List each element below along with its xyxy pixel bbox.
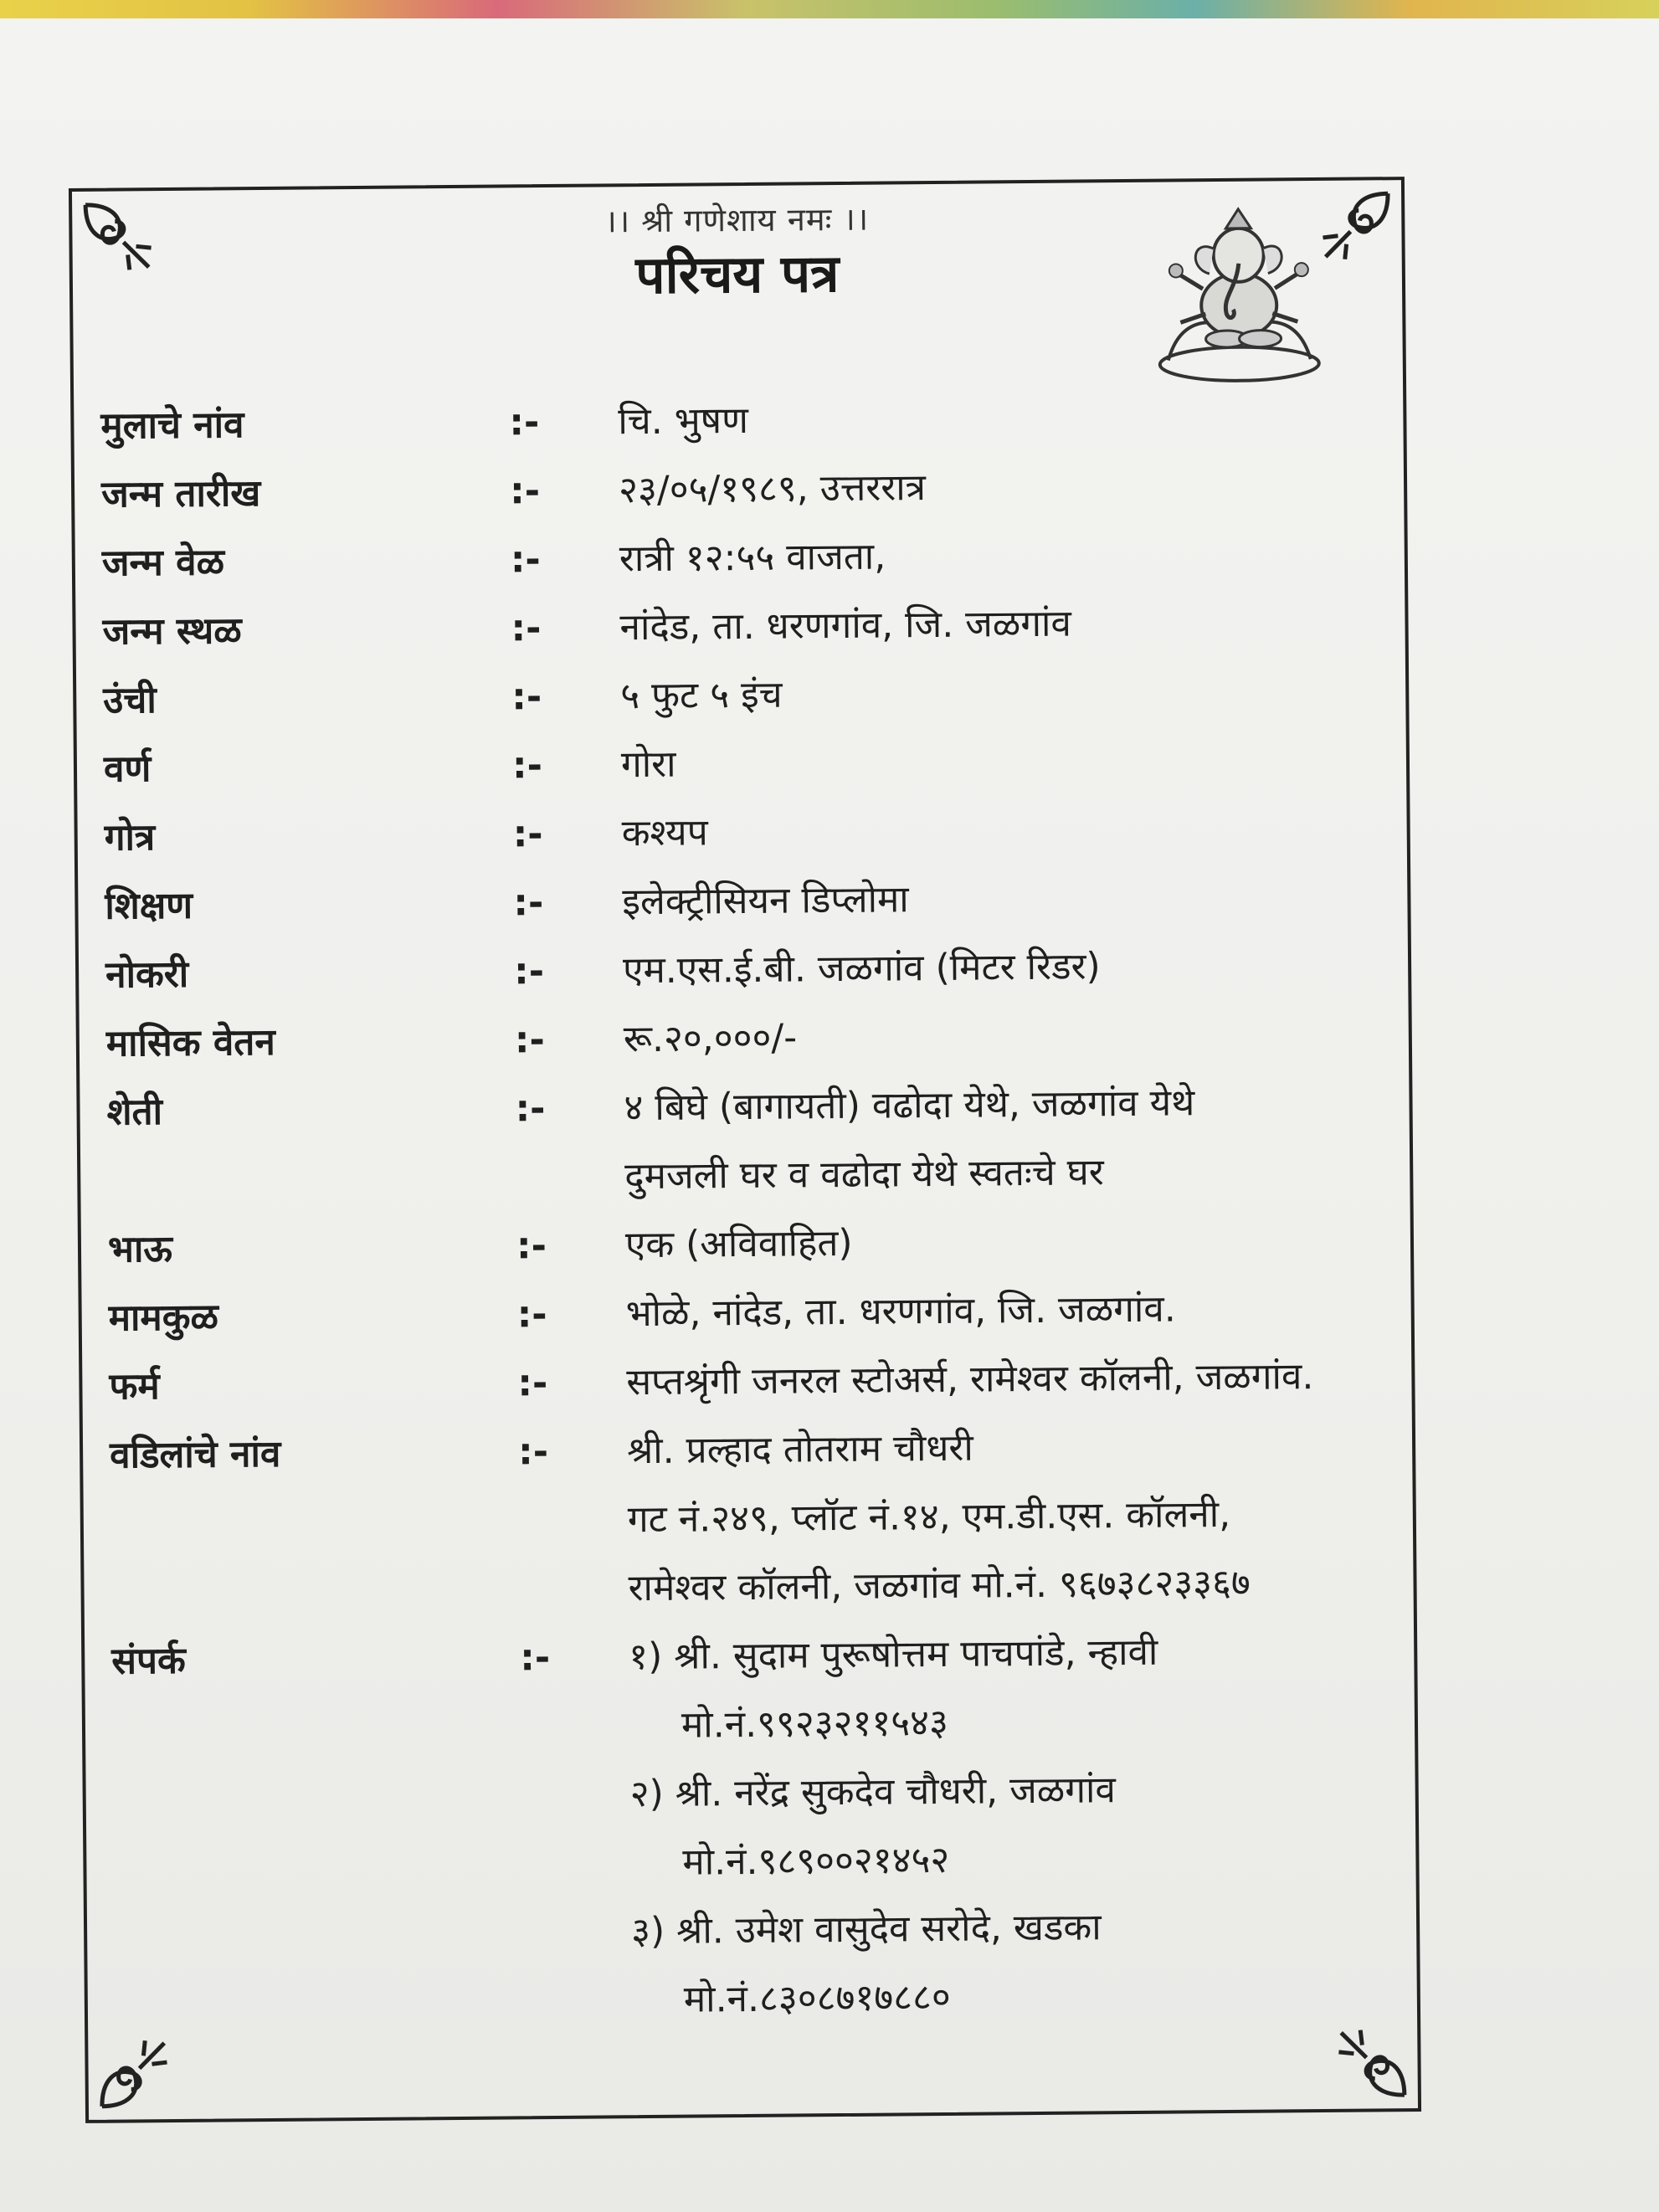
detail-value-line: रू.२०,०००/-	[623, 1016, 798, 1061]
detail-label: जन्म वेळ	[101, 541, 225, 585]
detail-row	[91, 449, 1398, 530]
page-title: परिचय पत्र	[635, 242, 840, 306]
detail-row	[98, 1273, 1405, 1353]
detail-row	[95, 861, 1401, 942]
detail-value	[620, 655, 1400, 731]
detail-label: गोत्र	[104, 816, 156, 860]
detail-value-line: गट नं.२४९, प्लॉट नं.१४, एम.डी.एस. कॉलनी,	[627, 1492, 1231, 1542]
detail-value-line: रात्री १२:५५ वाजता,	[619, 535, 886, 581]
detail-label: शिक्षण	[105, 884, 193, 928]
detail-value	[627, 1410, 1407, 1623]
detail-value	[619, 518, 1398, 593]
detail-row	[93, 655, 1400, 736]
detail-separator: :-	[509, 401, 540, 444]
detail-separator: :-	[514, 1019, 545, 1062]
detail-value	[623, 930, 1402, 1005]
corner-ornament-icon	[93, 2030, 177, 2115]
detail-label: फर्म	[109, 1365, 160, 1409]
detail-separator: :-	[517, 1362, 548, 1405]
detail-value-line: मो.नं.९८९००२१४५२	[682, 1838, 950, 1884]
detail-row	[96, 998, 1403, 1079]
detail-value	[625, 1273, 1405, 1348]
detail-value	[629, 1616, 1410, 2035]
detail-row	[94, 793, 1400, 873]
detail-label: जन्म स्थळ	[102, 609, 242, 654]
detail-value-line: सप्तश्रृंगी जनरल स्टोअर्स, रामेश्वर कॉलनी, जळगांव.	[626, 1355, 1314, 1404]
detail-value-line: ४ बिघे (बागायती) वढोदा येथे, जळगांव येथे	[624, 1081, 1195, 1130]
detail-separator: :-	[517, 1430, 549, 1474]
detail-label: उंची	[103, 679, 157, 722]
detail-label: वडिलांचे नांव	[109, 1432, 281, 1477]
corner-ornament-icon	[1328, 2020, 1413, 2104]
detail-value	[624, 1067, 1403, 1211]
detail-separator: :-	[516, 1293, 547, 1337]
detail-value	[621, 724, 1400, 799]
detail-value	[618, 381, 1397, 456]
detail-value-line: मो.नं.९९२३२११५४३	[681, 1701, 949, 1747]
detail-label: मामकुळ	[108, 1296, 219, 1340]
detail-value-line: नांदेड, ता. धरणगांव, जि. जळगांव	[619, 602, 1072, 649]
detail-row	[101, 1616, 1410, 2040]
detail-separator: :-	[513, 950, 545, 993]
detail-separator: :-	[510, 538, 541, 582]
detail-value	[621, 793, 1400, 868]
detail-value	[623, 998, 1402, 1074]
ganesha-illustration-icon	[1142, 196, 1336, 390]
detail-value-line: रामेश्वर कॉलनी, जळगांव मो.नं. ९६७३८२३३६७	[628, 1561, 1251, 1610]
biodata-frame	[69, 177, 1421, 2123]
detail-value-line: दुमजली घर व वढोदा येथे स्वतःचे घर	[624, 1151, 1104, 1198]
detail-label: वर्ण	[103, 747, 152, 791]
detail-separator: :-	[511, 744, 543, 788]
detail-value	[625, 1204, 1405, 1280]
detail-value-line: २३/०५/१९८९, उत्तररात्र	[618, 466, 927, 512]
detail-value-line: मो.नं.८३०८७१७८८०	[683, 1975, 951, 2021]
detail-value-line: कश्यप	[621, 811, 708, 855]
detail-row	[92, 587, 1399, 667]
detail-value	[619, 449, 1398, 525]
details-list	[90, 381, 1410, 2040]
detail-value-line: एक (अविवाहित)	[624, 1221, 853, 1267]
detail-value	[622, 861, 1401, 937]
detail-label: नोकरी	[105, 952, 189, 997]
detail-row	[95, 930, 1402, 1010]
detail-value-line: भोळे, नांदेड, ता. धरणगांव, जि. जळगांव.	[625, 1287, 1176, 1336]
detail-label: भाऊ	[107, 1227, 173, 1271]
detail-value	[626, 1342, 1405, 1417]
detail-label: जन्म तारीख	[100, 472, 261, 516]
detail-label: संपर्क	[111, 1639, 187, 1683]
detail-row	[96, 1067, 1403, 1216]
detail-row	[92, 518, 1399, 598]
detail-row	[100, 1410, 1407, 1628]
detail-value-line: श्री. प्रल्हाद तोतराम चौधरी	[626, 1426, 974, 1473]
detail-separator: :-	[515, 1087, 546, 1131]
detail-value-line: ५ फुट ५ इंच	[620, 673, 783, 718]
detail-label: मासिक वेतन	[105, 1020, 276, 1065]
detail-value-line: १) श्री. सुदाम पुरूषोत्तम पाचपांडे, न्हावी	[629, 1630, 1158, 1679]
detail-separator: :-	[513, 881, 544, 925]
detail-value-line: एम.एस.ई.बी. जळगांव (मिटर रिडर)	[622, 945, 1101, 993]
detail-value	[619, 587, 1399, 662]
detail-row	[99, 1342, 1405, 1422]
invocation-line: ।। श्री गणेशाय नमः ।।	[604, 200, 870, 240]
detail-value-line: इलेक्ट्रीसियन डिप्लोमा	[622, 878, 909, 924]
detail-value-line: चि. भुषण	[618, 398, 749, 444]
detail-value-line: गोरा	[620, 742, 676, 787]
detail-row	[90, 381, 1397, 461]
detail-separator: :-	[512, 813, 543, 856]
detail-separator: :-	[511, 675, 542, 719]
detail-row	[98, 1204, 1405, 1285]
detail-separator: :-	[509, 470, 541, 513]
detail-label: शेती	[106, 1091, 163, 1134]
detail-row	[94, 724, 1400, 804]
detail-separator: :-	[516, 1224, 547, 1268]
detail-value-line: २) श्री. नरेंद्र सुकदेव चौधरी, जळगांव	[629, 1768, 1117, 1816]
detail-separator: :-	[511, 607, 542, 650]
detail-label: मुलाचे नांव	[100, 403, 244, 448]
detail-value-line: ३) श्री. उमेश वासुदेव सरोदे, खडका	[630, 1906, 1102, 1953]
detail-separator: :-	[520, 1636, 551, 1680]
